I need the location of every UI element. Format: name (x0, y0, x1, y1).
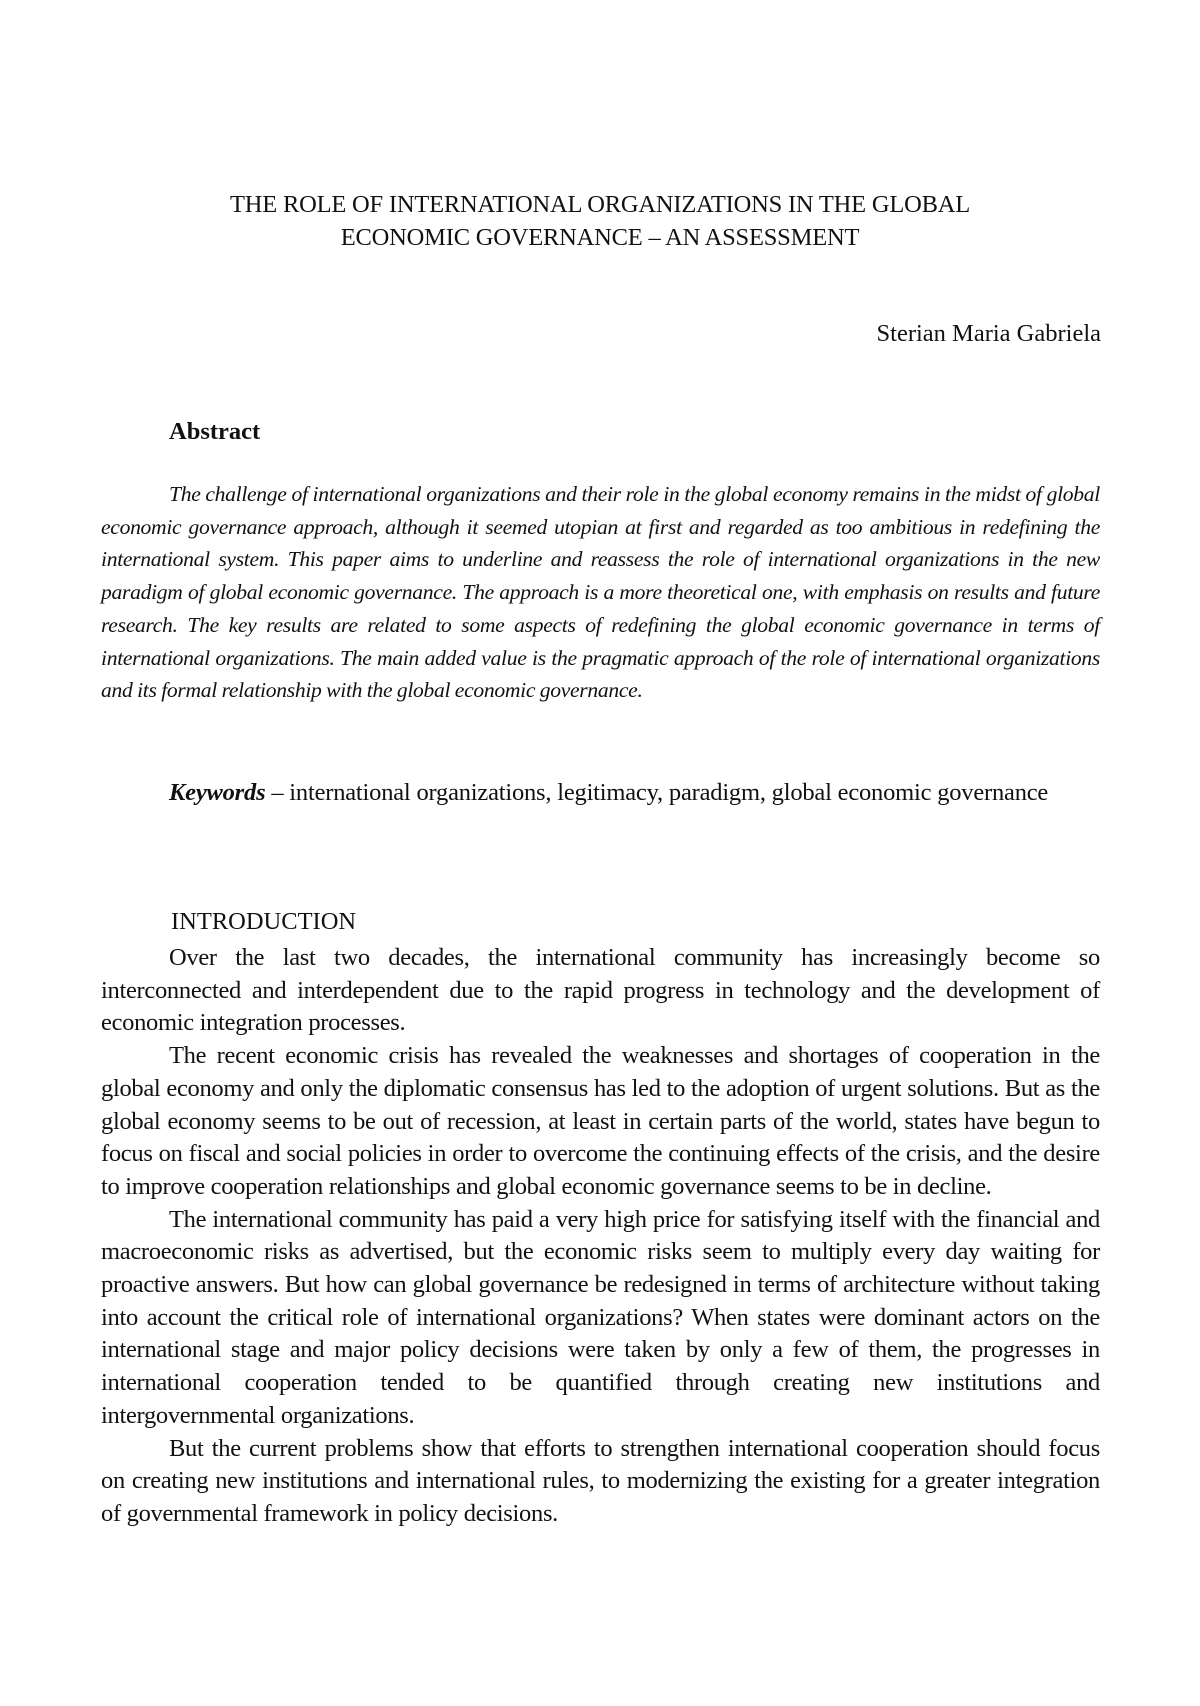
body-paragraph: But the current problems show that efforts to strengthen international cooperation should focus on creating new institutions and international rules, to modernizing the existing for a greater integration of governmental framework in policy decisions. (101, 1434, 1100, 1527)
body-paragraph: The recent economic crisis has revealed the weaknesses and shortages of cooperation in the global economy and only the diplomatic consensus has led to the adoption of urgent solutions. But as the global economy seems to be out of recession, at least in certain parts of the world, states have begun to focus on fiscal and social policies in order to overcome the continuing effects of the crisis, and the desire to improve cooperation relationships and global economic governance seems to be in decline. (101, 1042, 1100, 1200)
abstract-heading: Abstract (169, 418, 261, 445)
body-paragraph: The international community has paid a very high price for satisfying itself with the financial and macroeconomic risks as advertised, but the economic risks seem to multiply every day waiting for proactive answers. But how can global governance be redesigned in terms of architecture without taking into account the critical role of international organizations? When states were dominant actors on the international stage and major policy decisions were taken by only a few of them, the progresses in international cooperation tended to be quantified through creating new institutions and intergovernmental organizations. (101, 1205, 1100, 1429)
keywords-label: Keywords (169, 779, 266, 806)
abstract-text: The challenge of international organizations and their role in the global economy remains in the midst of global economic governance approach, although it seemed utopian at first and regarded as too ambitious in redefining the international system. This paper aims to underline and reassess the role of international organizations in the new paradigm of global economic governance. The approach is a more theoretical one, with emphasis on results and future research. The key results are related to some aspects of redefining the global economic governance in terms of international organizations. The main added value is the pragmatic approach of the role of international organizations and its formal relationship with the global economic governance. (101, 482, 1100, 703)
paper-title-line-2: ECONOMIC GOVERNANCE – AN ASSESSMENT (340, 224, 860, 251)
section-heading-introduction: INTRODUCTION (171, 908, 357, 935)
introduction-body (101, 942, 1100, 1531)
paper-title-line-1: THE ROLE OF INTERNATIONAL ORGANIZATIONS IN THE GLOBAL (230, 191, 970, 218)
author-name: Sterian Maria Gabriela (876, 320, 1101, 347)
body-paragraph: Over the last two decades, the international community has increasingly become so interconnected and interdependent due to the rapid progress in technology and the development of economic integration processes. (101, 944, 1100, 1037)
keywords-text: – international organizations, legitimacy, paradigm, global economic governance (265, 779, 1049, 806)
keywords-paragraph (101, 776, 1100, 809)
paper-title (100, 188, 1100, 254)
